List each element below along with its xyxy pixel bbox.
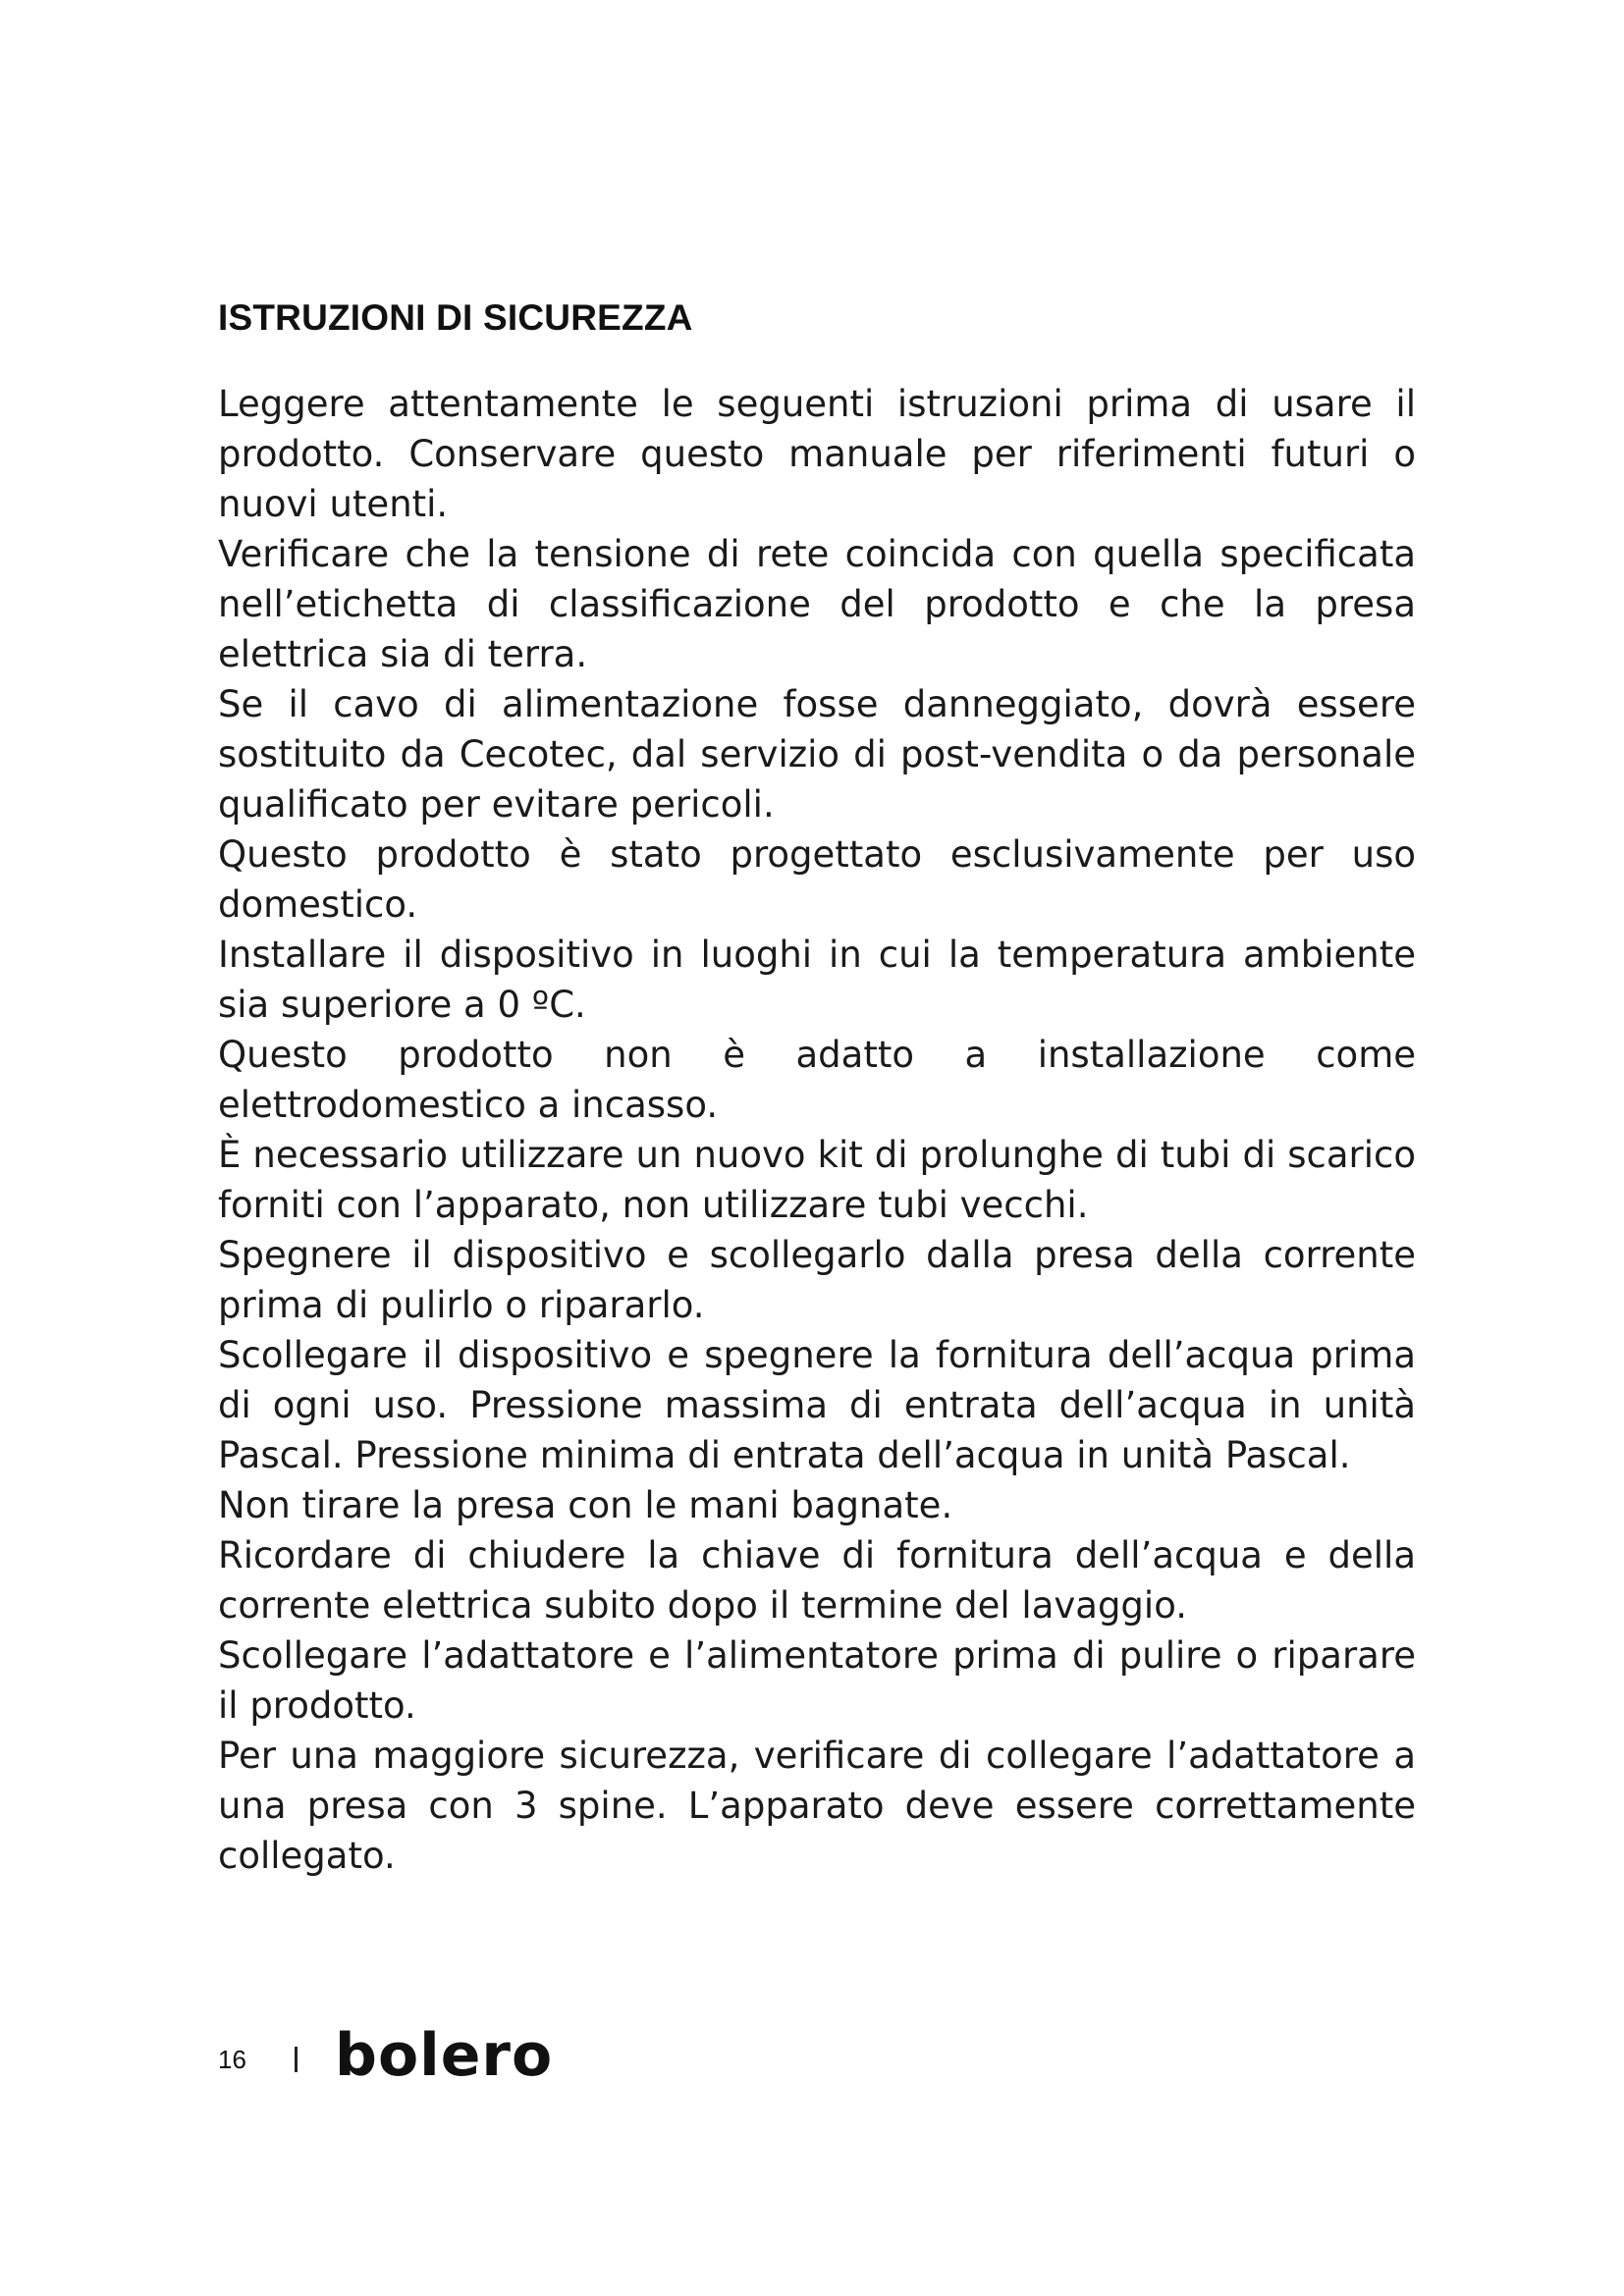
instruction-paragraph: Per una maggiore sicurezza, verificare di collegare l’adattatore a una presa con 3 spine. L’apparato deve essere correttamente collegato. (218, 1735, 1416, 1877)
instruction-paragraph: È necessario utilizzare un nuovo kit di prolunghe di tubi di scarico forniti con l’apparato, non utilizzare tubi vecchi. (218, 1134, 1416, 1226)
instruction-paragraph: Spegnere il dispositivo e scollegarlo dalla presa della corrente prima di pulirlo o ripararlo. (218, 1234, 1416, 1326)
page-title: ISTRUZIONI DI SICUREZZA (218, 297, 693, 338)
bolero-logo: bolero (335, 2021, 554, 2090)
footer-divider (295, 2047, 298, 2072)
instruction-paragraph: Verificare che la tensione di rete coincida con quella specificata nell’etichetta di classificazione del prodotto e che la presa elettrica sia di terra. (218, 533, 1416, 675)
instruction-paragraph: Non tirare la presa con le mani bagnate. (218, 1484, 953, 1526)
instruction-paragraph: Se il cavo di alimentazione fosse danneggiato, dovrà essere sostituito da Cecotec, dal servizio di post-vendita o da personale qualificato per evitare pericoli. (218, 683, 1416, 826)
instruction-paragraph: Questo prodotto non è adatto a installazione come elettrodomestico a incasso. (218, 1034, 1416, 1126)
instruction-paragraph: Scollegare il dispositivo e spegnere la fornitura dell’acqua prima di ogni uso. Pressione massima di entrata dell’acqua in unità Pascal. Pressione minima di entrata dell’acqua in unità Pascal. (218, 1334, 1416, 1476)
safety-instructions-body (218, 379, 1416, 1881)
instruction-paragraph: Ricordare di chiudere la chiave di fornitura dell’acqua e della corrente elettrica subito dopo il termine del lavaggio. (218, 1534, 1416, 1627)
instruction-paragraph: Scollegare l’adattatore e l’alimentatore prima di pulire o riparare il prodotto. (218, 1634, 1416, 1727)
page-footer (218, 2021, 554, 2090)
page-number: 16 (218, 2044, 246, 2074)
instruction-paragraph: Questo prodotto è stato progettato esclusivamente per uso domestico. (218, 833, 1416, 926)
instruction-paragraph: Installare il dispositivo in luoghi in cui la temperatura ambiente sia superiore a 0 ºC. (218, 934, 1416, 1026)
instruction-paragraph: Leggere attentamente le seguenti istruzioni prima di usare il prodotto. Conservare questo manuale per riferimenti futuri o nuovi utenti. (218, 383, 1416, 525)
